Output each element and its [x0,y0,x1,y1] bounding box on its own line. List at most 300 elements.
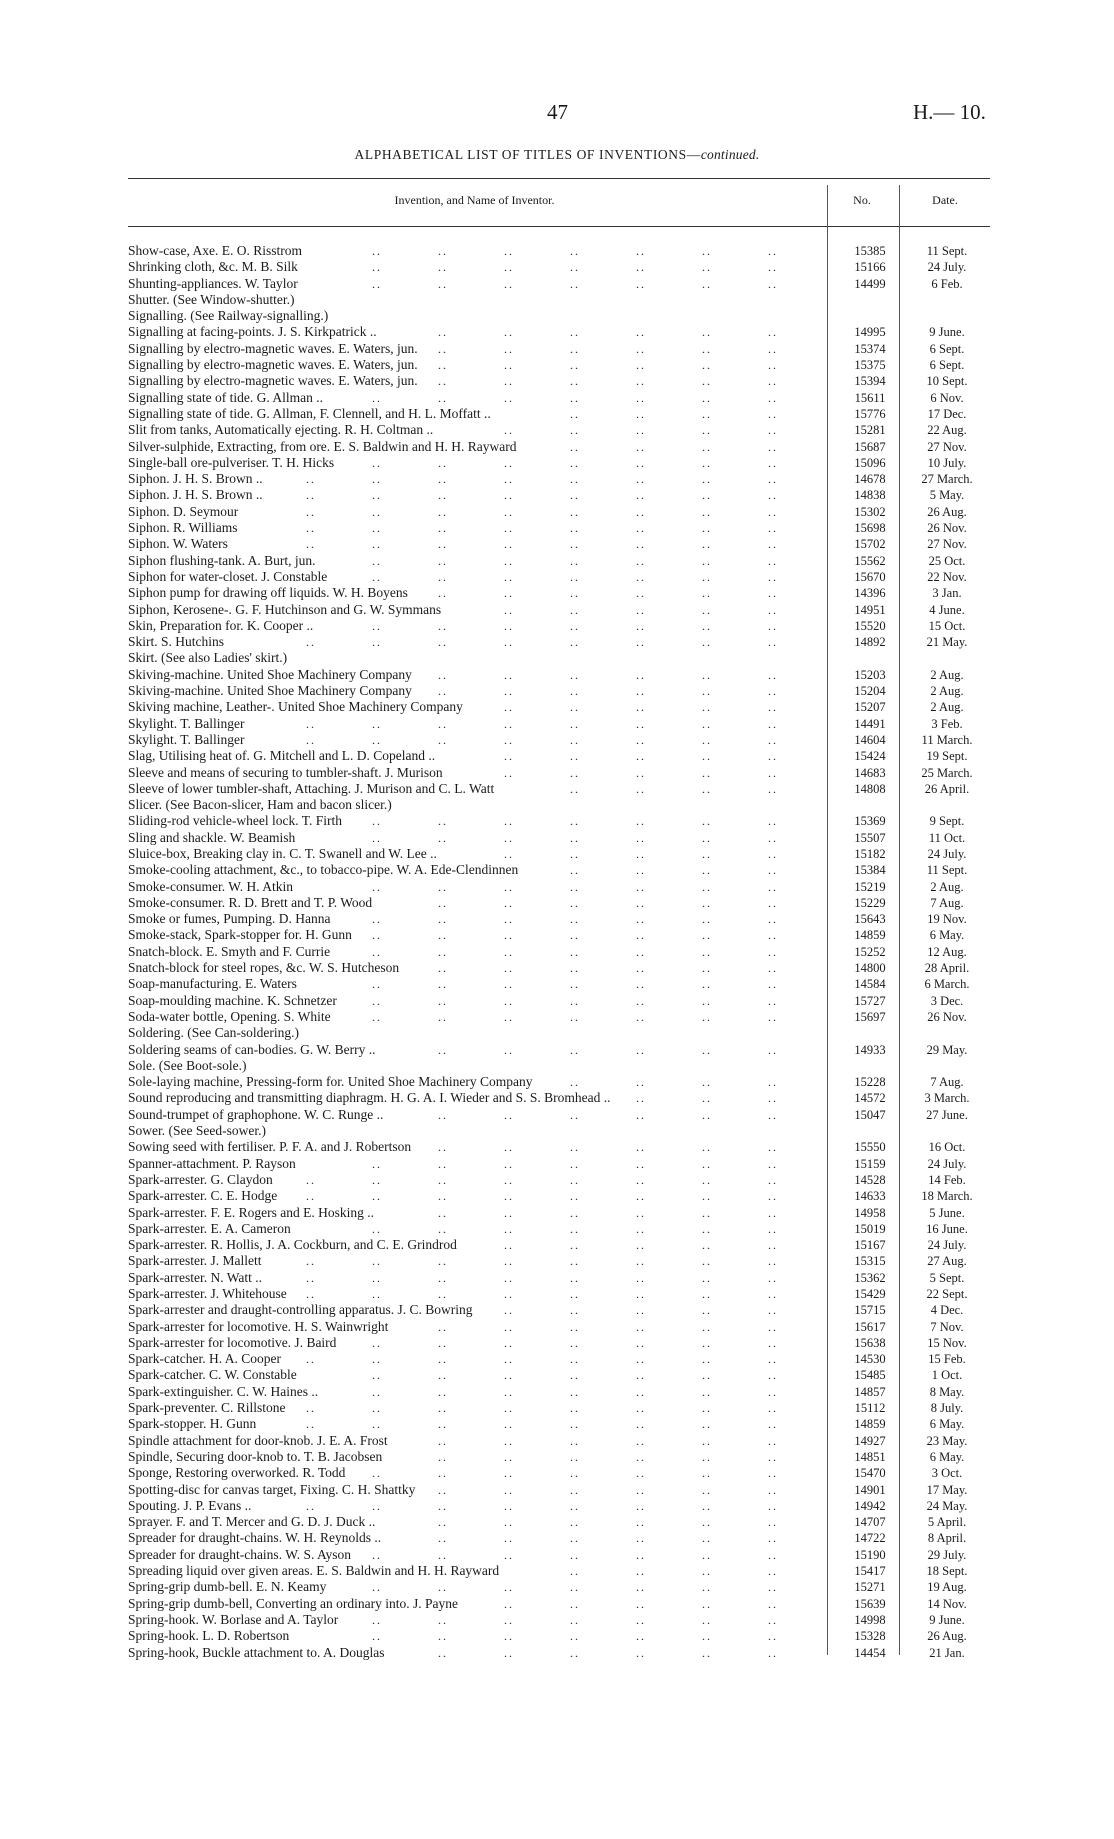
patent-number: 15203 [854,667,886,682]
patent-date: 10 July. [927,455,967,470]
table-row [128,308,990,324]
leader-dots: .. [768,1287,778,1301]
table-row [128,683,990,699]
leader-dots: .. [372,879,382,894]
leader-dots: .. [438,814,448,829]
leader-dots: .. [768,1498,778,1513]
leader-dots: .. [504,1449,514,1464]
patent-date: 2 Aug. [930,879,964,894]
leader-dots: .. [504,521,514,536]
patent-date: 28 April. [924,961,970,976]
invention-title: Spring-grip dumb-bell, Converting an ordinary into. J. Payne [128,1595,458,1611]
invention-title: Smoke-consumer. R. D. Brett and T. P. Wood [128,894,373,910]
invention-title: Spotting-disc for canvas target, Fixing. C. H. Shattky [128,1481,416,1497]
table-row [128,1205,990,1221]
leader-dots: .. [570,537,580,552]
leader-dots: .. [636,1189,646,1204]
patent-date: 11 Oct. [928,830,966,845]
leader-dots: .. [504,993,514,1008]
table-row [128,1335,990,1351]
leader-dots: .. [768,1009,778,1024]
table-row [128,748,990,764]
patent-number: 15096 [854,455,886,470]
leader-dots: .. [504,1433,514,1448]
table-row [128,1547,990,1563]
leader-dots: .. [768,961,778,976]
leader-dots: .. [438,1335,448,1350]
leader-dots: .. [636,1449,646,1464]
leader-dots: .. [636,1042,646,1057]
leader-dots: .. [768,1335,778,1350]
leader-dots: .. [570,325,580,340]
leader-dots: .. [702,781,712,796]
patent-number: 15182 [854,846,886,861]
leader-dots: .. [570,341,580,356]
patent-date: 26 April. [924,781,970,796]
leader-dots: .. [636,1401,646,1416]
leader-dots: .. [438,341,448,356]
table-row [128,1123,990,1139]
patent-number: 15507 [854,830,886,845]
patent-number: 14901 [854,1482,886,1497]
table-row [128,830,990,846]
leader-dots: .. [636,684,646,699]
invention-title: Show-case, Axe. E. O. Risstrom [128,243,302,258]
patent-date: 22 Aug. [927,423,967,438]
leader-dots: .. [636,1319,646,1334]
column-header-no: No. [853,193,871,207]
patent-date: 5 June. [929,1205,965,1220]
leader-dots: .. [768,472,778,487]
leader-dots: .. [636,390,646,405]
leader-dots: .. [702,667,712,682]
table-row [128,1645,990,1661]
table-row [128,699,990,715]
invention-title: Skirt. (See also Ladies' skirt.) [128,650,288,666]
invention-title: Spark-arrester. F. E. Rogers and E. Hosking .. [128,1204,374,1220]
leader-dots: .. [702,390,712,405]
leader-dots: .. [570,406,580,421]
leader-dots: .. [372,276,382,291]
leader-dots: .. [504,749,514,764]
invention-title: Spanner-attachment. P. Rayson [128,1155,296,1171]
leader-dots: .. [372,977,382,992]
table-row [128,862,990,878]
leader-dots: .. [702,1042,712,1057]
leader-dots: .. [570,1384,580,1399]
patent-number: 15698 [854,521,886,536]
leader-dots: .. [438,1287,448,1301]
invention-title: Spark-arrester for locomotive. J. Baird [128,1334,337,1350]
leader-dots: .. [504,537,514,552]
leader-dots: .. [636,569,646,584]
leader-dots: .. [438,618,448,633]
leader-dots: .. [702,749,712,764]
leader-dots: .. [504,1466,514,1481]
leader-dots: .. [570,1449,580,1464]
leader-dots: .. [768,1254,778,1269]
invention-title: Siphon flushing-tank. A. Burt, jun. [128,552,316,568]
leader-dots: .. [306,1254,316,1269]
leader-dots: .. [570,488,580,503]
leader-dots: .. [702,1531,712,1546]
leader-dots: .. [636,504,646,519]
leader-dots: .. [372,1287,382,1301]
leader-dots: .. [504,1009,514,1024]
leader-dots: .. [504,879,514,894]
patent-date: 11 Sept. [926,244,968,258]
leader-dots: .. [504,1482,514,1497]
invention-title: Skiving-machine. United Shoe Machinery Company [128,683,412,699]
leader-dots: .. [438,732,448,747]
leader-dots: .. [504,455,514,470]
leader-dots: .. [372,1156,382,1171]
leader-dots: .. [702,553,712,568]
leader-dots: .. [768,455,778,470]
leader-dots: .. [570,618,580,633]
leader-dots: .. [570,928,580,943]
leader-dots: .. [372,814,382,829]
invention-title: Shutter. (See Window-shutter.) [128,291,295,307]
patent-number: 14942 [854,1498,886,1513]
leader-dots: .. [306,1352,316,1367]
leader-dots: .. [438,716,448,731]
leader-dots: .. [504,586,514,601]
patent-date: 15 Nov. [927,1335,967,1350]
leader-dots: .. [570,765,580,780]
invention-title: Sluice-box, Breaking clay in. C. T. Swanell and W. Lee .. [128,845,437,861]
patent-number: 15166 [854,260,886,275]
leader-dots: .. [636,1270,646,1285]
leader-dots: .. [702,1629,712,1644]
leader-dots: .. [504,553,514,568]
patent-number: 14530 [854,1352,886,1367]
invention-title: Spark-arrester. J. Whitehouse [128,1286,287,1301]
leader-dots: .. [636,1433,646,1448]
leader-dots: .. [504,325,514,340]
table-row [128,422,990,438]
leader-dots: .. [768,863,778,878]
leader-dots: .. [768,1401,778,1416]
patent-date: 25 March. [921,765,973,780]
patent-number: 15776 [854,406,886,421]
leader-dots: .. [768,260,778,275]
leader-dots: .. [636,455,646,470]
leader-dots: .. [570,716,580,731]
leader-dots: .. [570,863,580,878]
patent-date: 24 July. [927,1156,967,1171]
leader-dots: .. [306,1287,316,1301]
leader-dots: .. [570,814,580,829]
leader-dots: .. [438,1612,448,1627]
invention-title: Skylight. T. Ballinger [128,715,245,731]
leader-dots: .. [768,1319,778,1334]
table-row [128,1237,990,1253]
leader-dots: .. [636,1515,646,1530]
patent-date: 8 May. [929,1384,965,1399]
leader-dots: .. [768,1042,778,1057]
leader-dots: .. [306,732,316,747]
list-title-main: ALPHABETICAL LIST OF TITLES OF INVENTIONS— [354,147,701,162]
leader-dots: .. [306,504,316,519]
patent-number: 15670 [854,569,886,584]
patent-date: 24 July. [927,846,967,861]
leader-dots: .. [702,1221,712,1236]
leader-dots: .. [768,569,778,584]
table-row [128,390,990,406]
invention-title: Smoke-cooling attachment, &c., to tobacco-pipe. W. A. Ede-Clendinnen [128,862,519,878]
leader-dots: .. [702,1319,712,1334]
leader-dots: .. [504,961,514,976]
column-header-invention: Invention, and Name of Inventor. [394,193,555,207]
invention-title: Signalling state of tide. G. Allman, F. Clennell, and H. L. Moffatt .. [128,405,491,421]
leader-dots: .. [504,977,514,992]
leader-dots: .. [768,1156,778,1171]
leader-dots: .. [504,1352,514,1367]
leader-dots: .. [702,635,712,650]
leader-dots: .. [438,455,448,470]
invention-title: Signalling by electro-magnetic waves. E. Waters, jun. [128,373,418,389]
invention-title: Spindle attachment for door-knob. J. E. A. Frost [128,1432,388,1448]
leader-dots: .. [570,781,580,796]
leader-dots: .. [438,1645,448,1660]
patent-date: 17 May. [926,1482,968,1497]
leader-dots: .. [702,472,712,487]
leader-dots: .. [504,1042,514,1057]
leader-dots: .. [768,439,778,454]
leader-dots: .. [702,1352,712,1367]
table-row [128,1596,990,1612]
leader-dots: .. [438,244,448,258]
leader-dots: .. [636,749,646,764]
patent-number: 15362 [854,1270,886,1285]
invention-title: Soldering seams of can-bodies. G. W. Berry .. [128,1041,376,1057]
leader-dots: .. [306,1189,316,1204]
patent-date: 8 July. [930,1401,964,1416]
leader-dots: .. [570,1531,580,1546]
table-row [128,504,990,520]
invention-title: Siphon, Kerosene-. G. F. Hutchinson and G. W. Symmans [128,601,442,617]
leader-dots: .. [702,928,712,943]
leader-dots: .. [768,1303,778,1318]
leader-dots: .. [702,439,712,454]
leader-dots: .. [372,1401,382,1416]
patent-number: 14584 [854,977,886,992]
table-row [128,1253,990,1269]
leader-dots: .. [504,765,514,780]
leader-dots: .. [504,1384,514,1399]
table-row [128,1514,990,1530]
leader-dots: .. [570,895,580,910]
leader-dots: .. [306,1498,316,1513]
leader-dots: .. [438,586,448,601]
leader-dots: .. [504,1254,514,1269]
invention-title: Siphon pump for drawing off liquids. W. H. Boyens [128,585,408,601]
leader-dots: .. [570,684,580,699]
leader-dots: .. [504,1140,514,1155]
leader-dots: .. [438,1156,448,1171]
leader-dots: .. [768,830,778,845]
patent-number: 15550 [854,1140,886,1155]
invention-title: Spark-extinguisher. C. W. Haines .. [128,1383,319,1399]
leader-dots: .. [504,928,514,943]
leader-dots: .. [636,1156,646,1171]
leader-dots: .. [570,993,580,1008]
leader-dots: .. [768,684,778,699]
leader-dots: .. [438,521,448,536]
leader-dots: .. [636,667,646,682]
leader-dots: .. [768,814,778,829]
leader-dots: .. [768,406,778,421]
table-row [128,618,990,634]
leader-dots: .. [372,504,382,519]
leader-dots: .. [702,521,712,536]
leader-dots: .. [636,781,646,796]
leader-dots: .. [504,390,514,405]
leader-dots: .. [570,423,580,438]
leader-dots: .. [636,1645,646,1660]
page-number: 47 [547,100,568,124]
patent-number: 14927 [854,1433,886,1448]
patent-date: 9 Sept. [929,814,965,829]
invention-title: Spark-catcher. C. W. Constable [128,1367,297,1383]
leader-dots: .. [438,1580,448,1595]
patent-date: 4 June. [929,602,965,617]
invention-title: Signalling by electro-magnetic waves. E. Waters, jun. [128,357,418,373]
leader-dots: .. [768,374,778,389]
leader-dots: .. [702,1107,712,1122]
leader-dots: .. [702,830,712,845]
leader-dots: .. [570,602,580,617]
patent-number: 14683 [854,765,886,780]
leader-dots: .. [570,1515,580,1530]
leader-dots: .. [438,358,448,373]
leader-dots: .. [702,1612,712,1627]
table-row [128,993,990,1009]
invention-title: Spring-hook. L. D. Robertson [128,1628,290,1644]
patent-number: 14892 [854,635,886,650]
leader-dots: .. [636,1482,646,1497]
patent-number: 15715 [854,1303,886,1318]
table-row [128,1042,990,1058]
leader-dots: .. [372,1417,382,1432]
patent-date: 3 Dec. [930,993,964,1008]
leader-dots: .. [768,1270,778,1285]
invention-title: Skylight. T. Ballinger [128,731,245,747]
patent-number: 15643 [854,912,886,927]
leader-dots: .. [636,732,646,747]
leader-dots: .. [372,260,382,275]
leader-dots: .. [636,1075,646,1090]
patent-date: 19 Nov. [927,912,967,927]
leader-dots: .. [702,1140,712,1155]
leader-dots: .. [702,341,712,356]
leader-dots: .. [504,358,514,373]
table-row [128,439,990,455]
leader-dots: .. [570,1335,580,1350]
table-row [128,1449,990,1465]
leader-dots: .. [636,1596,646,1611]
leader-dots: .. [504,1401,514,1416]
leader-dots: .. [438,895,448,910]
leader-dots: .. [372,1254,382,1269]
invention-title: Spark-arrester. R. Hollis, J. A. Cockburn, and C. E. Grindrod [128,1237,457,1253]
patent-date: 14 Feb. [928,1172,966,1187]
leader-dots: .. [702,244,712,258]
invention-title: Spark-arrester. J. Mallett [128,1253,262,1269]
leader-dots: .. [702,993,712,1008]
leader-dots: .. [438,374,448,389]
leader-dots: .. [504,244,514,258]
patent-date: 26 Aug. [927,1629,967,1644]
table-header-rule [128,226,990,227]
leader-dots: .. [438,390,448,405]
leader-dots: .. [636,1221,646,1236]
leader-dots: .. [504,1221,514,1236]
leader-dots: .. [372,472,382,487]
leader-dots: .. [702,455,712,470]
leader-dots: .. [570,358,580,373]
leader-dots: .. [504,1287,514,1301]
invention-title: Spreader for draught-chains. W. H. Reynolds .. [128,1530,382,1546]
entries-list [128,243,990,1661]
invention-title: Spark-arrester. N. Watt .. [128,1269,262,1285]
leader-dots: .. [702,912,712,927]
patent-date: 22 Sept. [926,1287,968,1301]
leader-dots: .. [570,1401,580,1416]
leader-dots: .. [702,1596,712,1611]
leader-dots: .. [438,472,448,487]
table-row [128,1482,990,1498]
table-row [128,569,990,585]
patent-number: 14838 [854,488,886,503]
leader-dots: .. [438,1221,448,1236]
leader-dots: .. [702,1482,712,1497]
leader-dots: .. [768,602,778,617]
leader-dots: .. [438,667,448,682]
leader-dots: .. [768,765,778,780]
leader-dots: .. [702,504,712,519]
leader-dots: .. [702,1172,712,1187]
leader-dots: .. [636,635,646,650]
leader-dots: .. [504,1107,514,1122]
leader-dots: .. [570,439,580,454]
leader-dots: .. [504,635,514,650]
table-row [128,895,990,911]
patent-date: 27 Nov. [927,537,967,552]
leader-dots: .. [702,1270,712,1285]
leader-dots: .. [504,667,514,682]
leader-dots: .. [504,732,514,747]
leader-dots: .. [438,635,448,650]
patent-number: 14951 [854,602,886,617]
invention-title: Sole-laying machine, Pressing-form for. United Shoe Machinery Company [128,1074,533,1090]
leader-dots: .. [570,586,580,601]
leader-dots: .. [372,1172,382,1187]
leader-dots: .. [372,1547,382,1562]
leader-dots: .. [702,1433,712,1448]
leader-dots: .. [768,390,778,405]
leader-dots: .. [768,504,778,519]
leader-dots: .. [570,700,580,715]
leader-dots: .. [636,406,646,421]
patent-date: 6 Nov. [930,390,964,405]
patent-number: 15252 [854,944,886,959]
leader-dots: .. [768,618,778,633]
leader-dots: .. [636,1384,646,1399]
leader-dots: .. [636,1564,646,1579]
leader-dots: .. [372,569,382,584]
